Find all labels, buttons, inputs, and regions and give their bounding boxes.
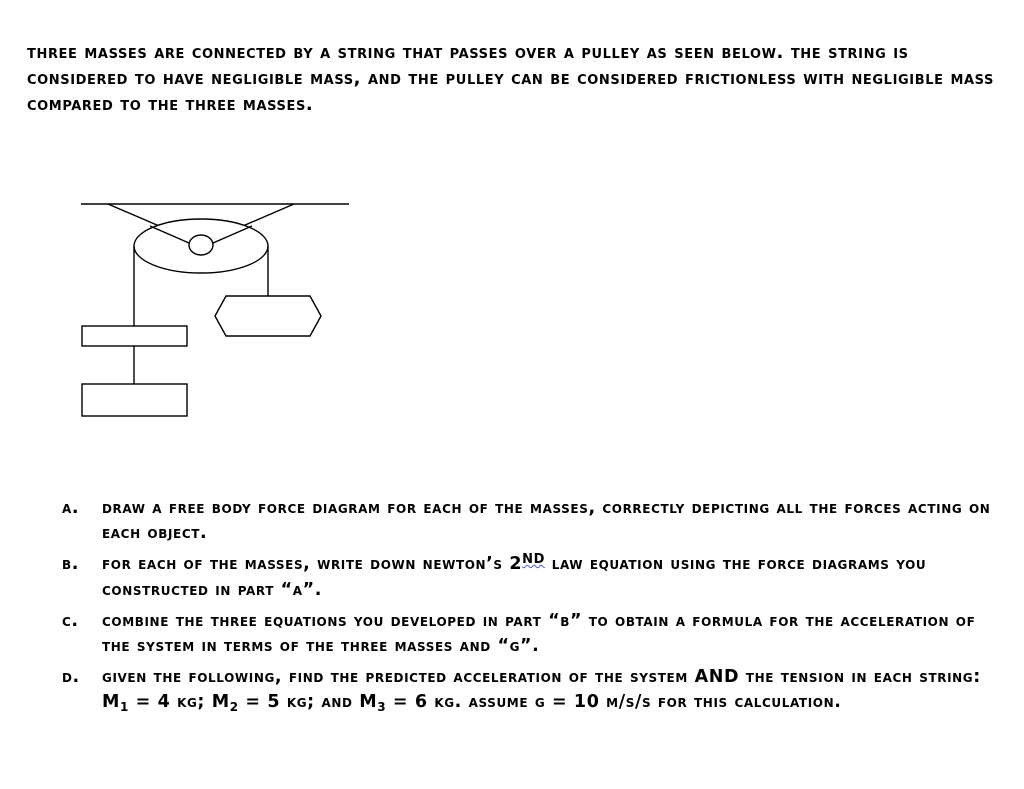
- question-c: [62, 609, 1007, 659]
- mass-1-subscript: 1: [120, 700, 129, 714]
- intro-paragraph: three masses are connected by a string that passes over a pulley as seen below. the string is considered to have negligible mass, and the pulley can be considered frictionless with negligible mass compared to the three masses.: [27, 42, 994, 115]
- question-d-letter: d.: [62, 667, 80, 687]
- question-a: [62, 496, 1007, 546]
- question-b-text-before: for each of the masses, write down newton’s 2: [102, 554, 523, 574]
- question-d-text-mid: the tension in each string:: [739, 667, 981, 687]
- question-c-text: combine the three equations you developed in part “b” to obtain a formula for the acceleration of the system in terms of the three masses and “g”.: [102, 611, 976, 656]
- question-b-text-after: law equation using the force diagrams you constructed in part “a”.: [102, 554, 927, 600]
- mass-2-subscript: 2: [229, 700, 239, 714]
- mass-1-label: M: [102, 692, 121, 712]
- question-d: [62, 665, 1007, 716]
- mass-2-label: M: [211, 692, 230, 712]
- mass-2-value: = 5 kg; and: [238, 692, 360, 712]
- question-d-text-after: assume g = 10 m/s/s for this calculation.: [461, 692, 842, 712]
- mass-3-subscript: 3: [377, 700, 387, 714]
- mass-3-label: M: [359, 692, 378, 712]
- mass-3-block: [215, 296, 321, 336]
- question-b-superscript: ND: [522, 552, 546, 567]
- question-b-letter: b.: [62, 554, 79, 574]
- question-c-letter: c.: [62, 611, 79, 631]
- question-d-and: AND: [694, 667, 740, 687]
- mass-1-block: [82, 326, 187, 346]
- mass-3-value: = 6 kg.: [386, 692, 462, 712]
- question-b: [62, 552, 1007, 603]
- question-list: [62, 496, 1007, 722]
- question-a-letter: a.: [62, 498, 80, 518]
- question-d-text-before: given the following, find the predicted acceleration of the system: [102, 667, 695, 687]
- question-a-text: draw a free body force diagram for each of the masses, correctly depicting all the forces acting on each object.: [102, 498, 991, 543]
- mass-1-value: = 4 kg;: [128, 692, 212, 712]
- pulley-axle: [189, 235, 213, 255]
- mass-2-block: [82, 384, 187, 416]
